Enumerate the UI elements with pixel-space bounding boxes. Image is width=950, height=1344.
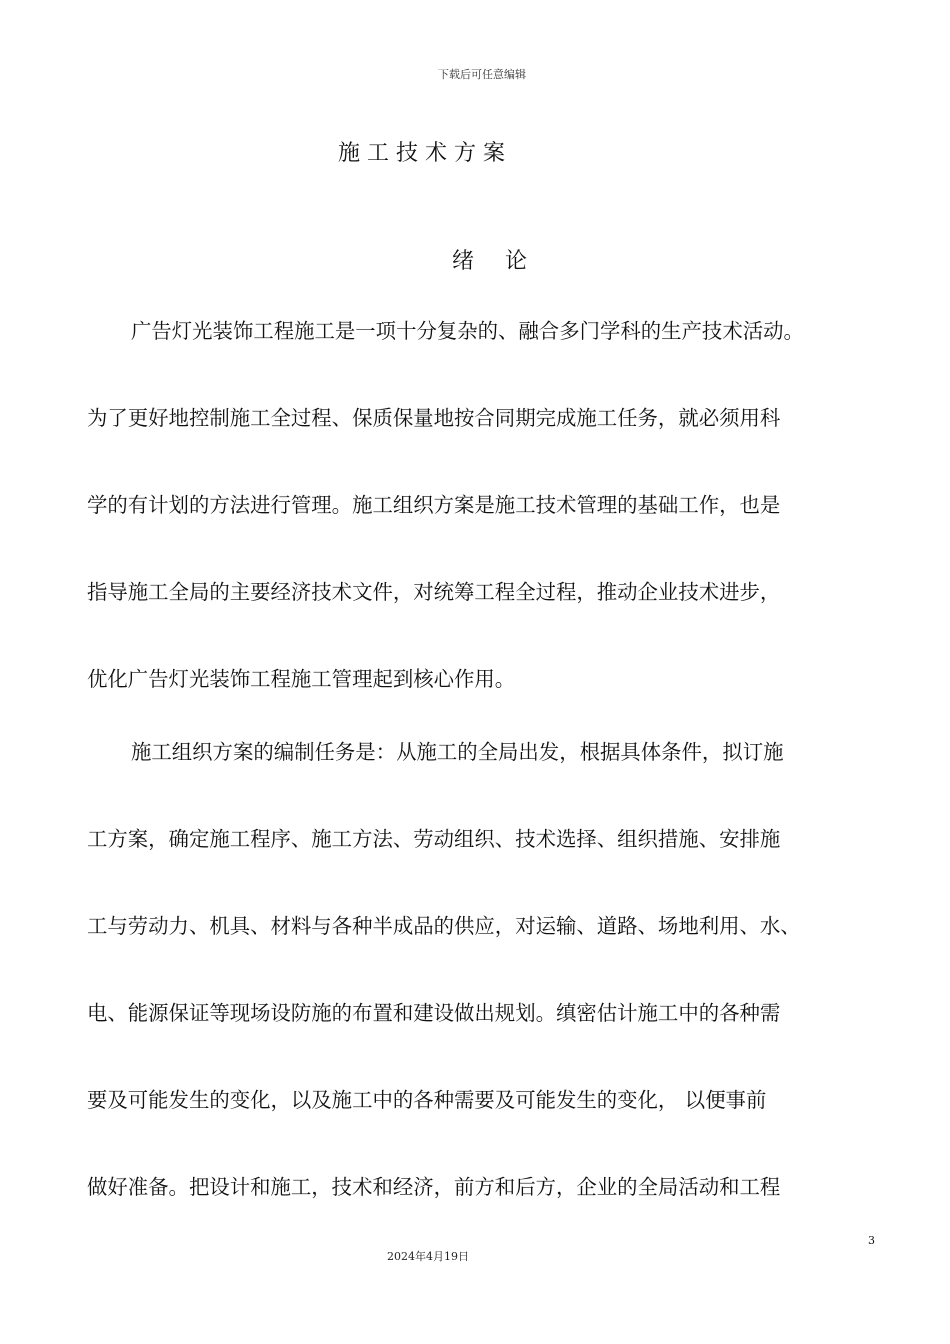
paragraph-line: 指导施工全局的主要经济技术文件，对统筹工程全过程，推动企业技术进步， xyxy=(87,580,781,604)
paragraph-line: 学的有计划的方法进行管理。施工组织方案是施工技术管理的基础工作，也是 xyxy=(87,493,781,517)
header-note: 下载后可任意编辑 xyxy=(438,68,526,81)
paragraph-line: 施工组织方案的编制任务是：从施工的全局出发，根据具体条件，拟订施 xyxy=(131,740,784,764)
document-title: 施工技术方案 xyxy=(338,141,513,166)
section-title: 绪 论 xyxy=(452,249,539,274)
paragraph-line: 广告灯光装饰工程施工是一项十分复杂的、融合多门学科的生产技术活动。 xyxy=(131,319,804,343)
paragraph-line: 工与劳动力、机具、材料与各种半成品的供应，对运输、道路、场地利用、水、 xyxy=(87,914,801,938)
footer-date: 2024年4月19日 xyxy=(387,1250,469,1263)
paragraph-line: 工方案，确定施工程序、施工方法、劳动组织、技术选择、组织措施、安排施 xyxy=(87,827,781,851)
paragraph-line: 做好准备。把设计和施工，技术和经济，前方和后方，企业的全局活动和工程 xyxy=(87,1175,781,1199)
paragraph-line: 优化广告灯光装饰工程施工管理起到核心作用。 xyxy=(87,667,516,691)
paragraph-line: 电、能源保证等现场设防施的布置和建设做出规划。缜密估计施工中的各种需 xyxy=(87,1001,781,1025)
page-number: 3 xyxy=(868,1234,875,1247)
paragraph-line: 为了更好地控制施工全过程、保质保量地按合同期完成施工任务，就必须用科 xyxy=(87,406,781,430)
paragraph-line: 要及可能发生的变化，以及施工中的各种需要及可能发生的变化， 以便事前 xyxy=(87,1088,767,1112)
